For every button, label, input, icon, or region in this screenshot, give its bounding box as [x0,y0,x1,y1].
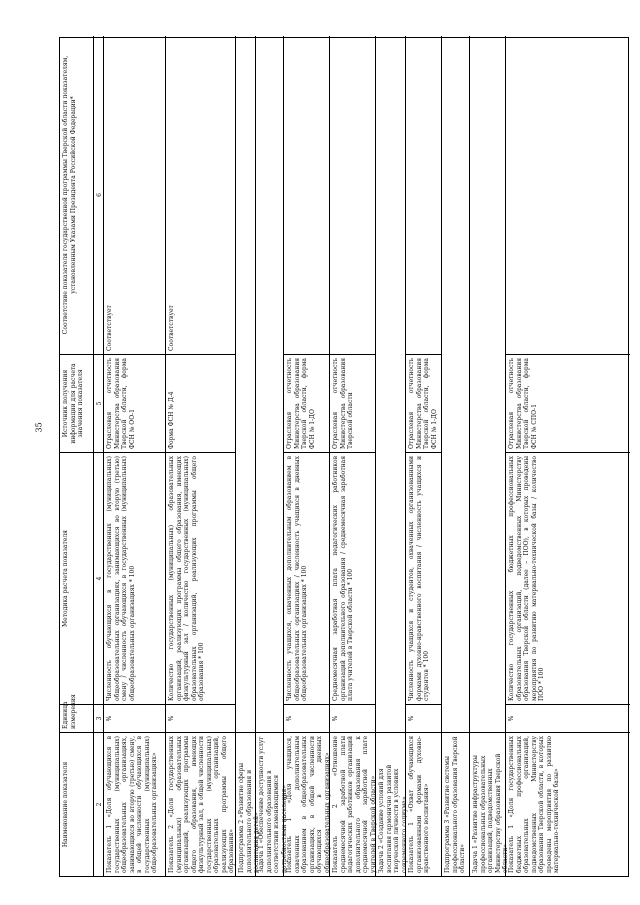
empty-cell [470,36,505,732]
column-number: 4 [94,452,103,704]
indicator-method: Численность учащихся и студентов, охваченных организованными формами духовно-нравственного воспитания / численность учащихся и студентов * 100 [406,452,441,704]
indicator-name: Показатель 2 «Отношение среднемесячной заработной платы педагогических работников организаций дополнительного образования к среднемесячной заработной плате учителей в Тверской области» [330,732,375,876]
table-frame [59,37,629,877]
indicator-method: Численность учащихся, охваченных дополнительным образованием в общеобразовательных организациях / численность учащихся в дневных общеобразовательных организациях * 100 [284,452,329,704]
empty-cell [256,36,283,732]
table-header-row [60,36,94,876]
indicator-method: Численность обучающихся в государственных (муниципальных) общеобразовательных организациях, занимающихся во вторую (третью) смену / численность обучающихся в государственных (муниципальных) общеобразовательных организациях * 100 [104,452,165,704]
indicator-name: Показатель 1 «Доля учащихся, охваченных дополнительным образованием в общеобразовательных организациях, в общей численности обучающихся в дневных общеобразовательных организациях» [284,732,329,876]
table-row [330,36,376,876]
header-method: Методика расчета показателя [60,452,93,704]
empty-cell [376,36,405,732]
indicator-unit: % [506,704,630,732]
column-numbers-row [94,36,104,876]
subprogram-title: Подпрограмма 2 «Развитие сферы дополнительного образования и воспитания детей» [236,732,255,876]
indicator-match [506,36,630,354]
task-row [256,36,288,876]
indicator-name: Показатель 1 «Доля обучающихся в государственных (муниципальных) общеобразовательных организациях, занимающихся во вторую (третью) смену, в общей численности обучающихся в государственных (муниципальных) общеобразовательных организациях» [104,732,165,876]
subprogram-row [236,36,260,876]
table-row [406,36,442,876]
indicator-unit: % [284,704,329,732]
table-row [166,36,236,876]
page-number: 35 [34,422,44,433]
indicator-method: Среднемесячная заработная плата педагогических работников организаций дополнительного образования / среднемесячная заработная плата учителей в Тверской области * 100 [330,452,375,704]
subprogram-row [442,36,470,876]
header-name: Наименование показателя [60,732,93,876]
column-number: 3 [94,704,103,732]
column-number: 5 [94,354,103,452]
indicator-unit: % [330,704,375,732]
indicators-table [59,37,629,877]
indicator-unit: % [406,704,441,732]
column-number: 2 [94,732,103,876]
indicator-source: Отраслевая отчетность Министерства образования Тверской области, форма ФСН № 1-ДО [284,354,329,452]
header-source: Источник получения информации для расчета значения показателя [60,354,93,452]
table-row [506,36,630,876]
indicator-source: Форма ФСН № Д-4 [166,354,235,452]
task-row [376,36,406,876]
indicator-match: Соответствует [168,305,175,351]
empty-cell [236,36,255,732]
indicator-method: Количество государственных (муниципальных) образовательных организаций, реализующих программы общего образования, имеющих физкультурный зал / количество государственных (муниципальных) образовательных организаций, реализующих программы общего образования * 100 [166,452,235,704]
empty-cell [442,36,469,732]
task-title: Задача 1 «Развитие инфраструктуры профессиональных образовательных организаций, подведомственных Министерству образования Тверской области» [470,732,505,876]
indicator-source: Отраслевая отчетность Министерства образования Тверской области, форма ФСН № 1-ДО [406,354,441,452]
indicator-name: Показатель 1 «Охват обучающихся организованными формами духовно-нравственного воспитания» [406,732,441,876]
task-title: Задача 2 «Создание условий для воспитания гармонично развитой творческой личности в условиях современного социума» [376,732,405,876]
indicator-unit: % [166,704,235,732]
task-row [470,36,509,876]
indicator-match [284,36,329,354]
header-match: Соответствие показателя государственной программы Тверской области показателям, установленным Указами Президента Российской Федерации* [62,55,77,335]
column-number: 6 [96,193,103,197]
indicator-match [406,36,441,354]
task-title: Задача 1 «Обеспечение доступности услуг дополнительного образования в соответствии изменяющимися потребностями населения» [256,732,283,876]
indicator-source: Отраслевая отчетность Министерства образования Тверской области, форма ФСН № СПО-1 [506,354,630,452]
indicator-method: Количество государственных бюджетных профессиональных образовательных организаций, подведомственных Министерству образования Тверской области (далее – ПОО), в которых проведены мероприятия по развитию материально-технической базы / количество ПОО * 100 [506,452,630,704]
indicator-source: Отраслевая отчетность Министерства образования Тверской области, форма ФСН № ОО-1 [104,354,165,452]
table-row [284,36,330,876]
indicator-unit: % [104,704,165,732]
subprogram-title: Подпрограмма 3 «Развитие системы профессионального образования Тверской области» [442,732,469,876]
indicator-match: Соответствует [106,305,113,351]
header-unit: Единица измерения [60,704,93,732]
table-row [104,36,166,876]
indicator-source: Отраслевая отчетность Министерства образования Тверской области [330,354,375,452]
indicator-match [330,36,375,354]
indicator-name: Показатель 1 «Доля государственных бюджетных профессиональных образовательных организаций, подведомственных Министерству образования Тверской области, в которых проведены мероприятия по развитию материально-технической базы» [506,732,630,876]
indicator-name: Показатель 2 «Доля государственных (муниципальных) образовательных организаций, реализующих программы общего образования, имеющих физкультурный зал, в общей численности государственных (муниципальных) образовательных организаций, реализующих программы общего образования» [166,732,235,876]
